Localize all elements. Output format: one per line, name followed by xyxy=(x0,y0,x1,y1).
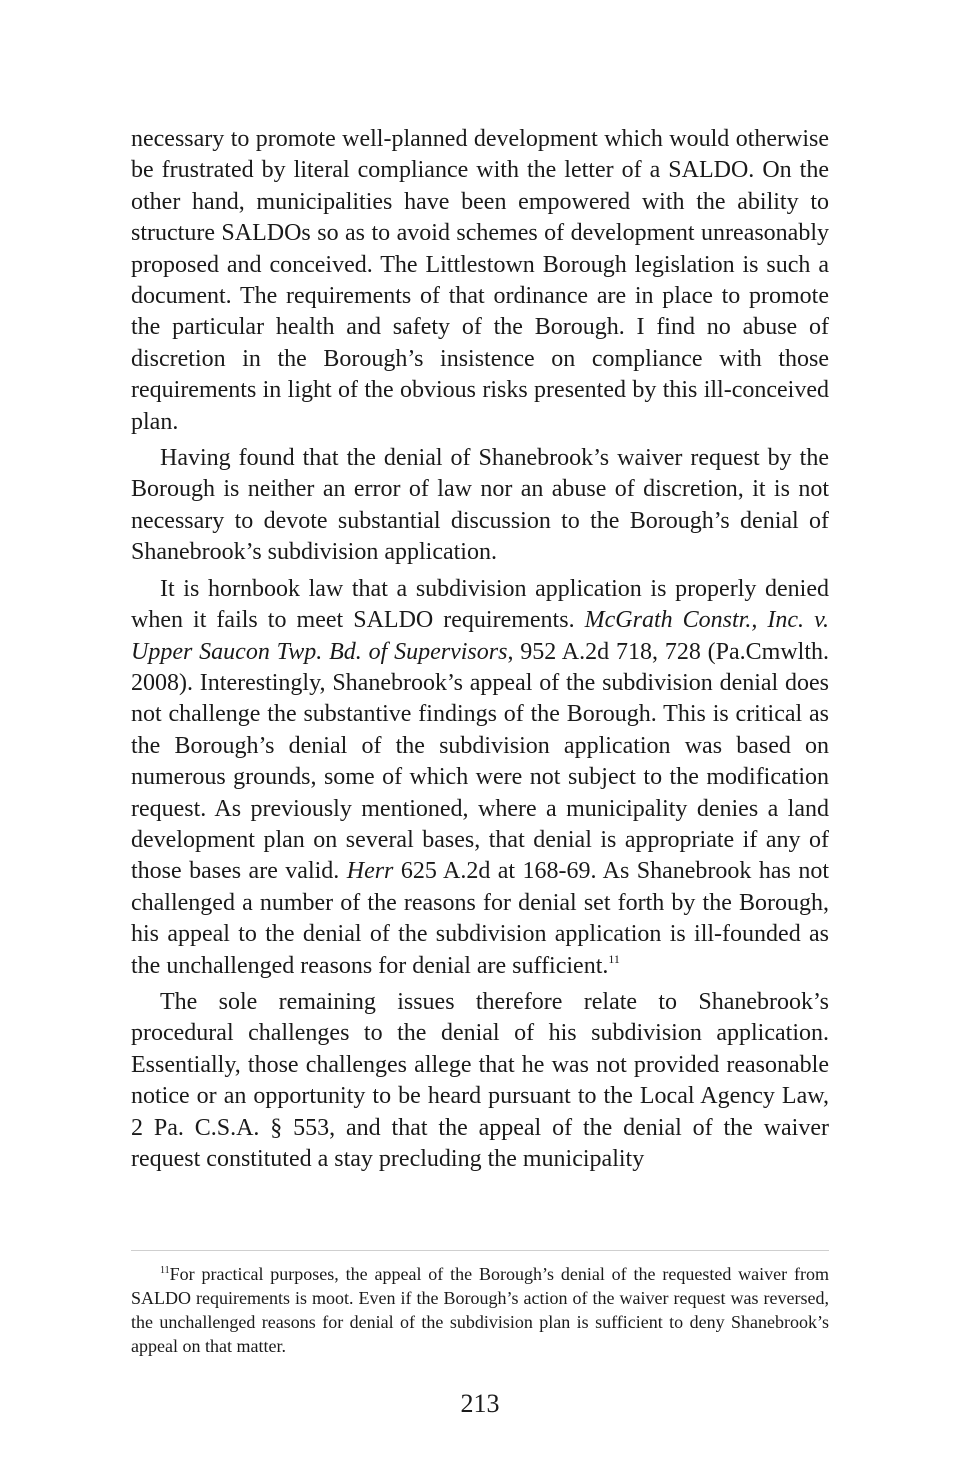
footnote-divider xyxy=(131,1250,829,1251)
case-citation-mcgrath: McGrath Constr., Inc. v. Upper Saucon Twp. Bd. of Supervisors xyxy=(131,607,829,665)
paragraph-continuation: necessary to promote well-planned development which would otherwise be frustrated by literal compliance with the letter of a SALDO. On the other hand, municipalities have been empowered with the ability to structure SALDOs so as to avoid schemes of development unreasonably proposed and conceived. The Littlestown Borough legislation is such a document. The requirements of that ordinance are in place to promote the particular health and safety of the Borough. I find no abuse of discretion in the Borough’s insistence on compliance with those requirements in light of the obvious risks presented by this ill-conceived plan. xyxy=(131,126,829,435)
case-citation-herr: Herr xyxy=(346,858,394,885)
page-number: 213 xyxy=(460,1389,500,1418)
footnote xyxy=(131,1262,829,1358)
paragraph-procedural-challenges: The sole remaining issues therefore relate to Shanebrook’s procedural challenges to the denial of his subdivision application. Essentially, those challenges allege that he was not provided reasonable notice or an opportunity to be heard pursuant to the Local Agency Law, 2 Pa. C.S.A. § 553, and that the appeal of the denial of the waiver request constituted a stay precluding the municipality xyxy=(131,988,829,1172)
main-text xyxy=(131,124,829,1175)
footnote-text: For practical purposes, the appeal of the Borough’s denial of the requested waiver from SALDO requirements is moot. Even if the Borough’s action of the waiver request was reversed, the unchallenged reasons for denial of the subdivision plan is sufficient to deny Shanebrook’s appeal on that matter. xyxy=(131,1264,829,1356)
paragraph-text: 625 A.2d at 168-69. As Shanebrook has not challenged a number of the reasons for denial set forth by the Borough, his appeal to the denial of the subdivision application is ill-founded as the unchallenged reasons for denial are sufficient. xyxy=(131,858,829,979)
footnote-reference[interactable]: 11 xyxy=(608,951,620,966)
paragraph-hornbook-law xyxy=(131,574,829,982)
paragraph-waiver-finding: Having found that the denial of Shanebrook’s waiver request by the Borough is neither an error of law nor an abuse of discretion, it is not necessary to devote substantial discussion to the Borough’s denial of Shanebrook’s subdivision application. xyxy=(131,445,829,566)
footnote-number: 11 xyxy=(160,1265,170,1276)
paragraph-text: It is hornbook law that a subdivision application is properly denied when it fails to meet SALDO requirements. xyxy=(131,575,829,634)
paragraph-text: , 952 A.2d 718, 728 (Pa.Cmwlth. 2008). Interestingly, Shanebrook’s appeal of the subdivision denial does not challenge the substantive findings of the Borough. This is critical as the Borough’s denial of the subdivision application was based on numerous grounds, some of which were not subject to the modification request. As previously mentioned, where a municipality denies a land development plan on several bases, that denial is appropriate if any of those bases are valid. xyxy=(131,638,829,885)
page-body xyxy=(131,124,829,1180)
